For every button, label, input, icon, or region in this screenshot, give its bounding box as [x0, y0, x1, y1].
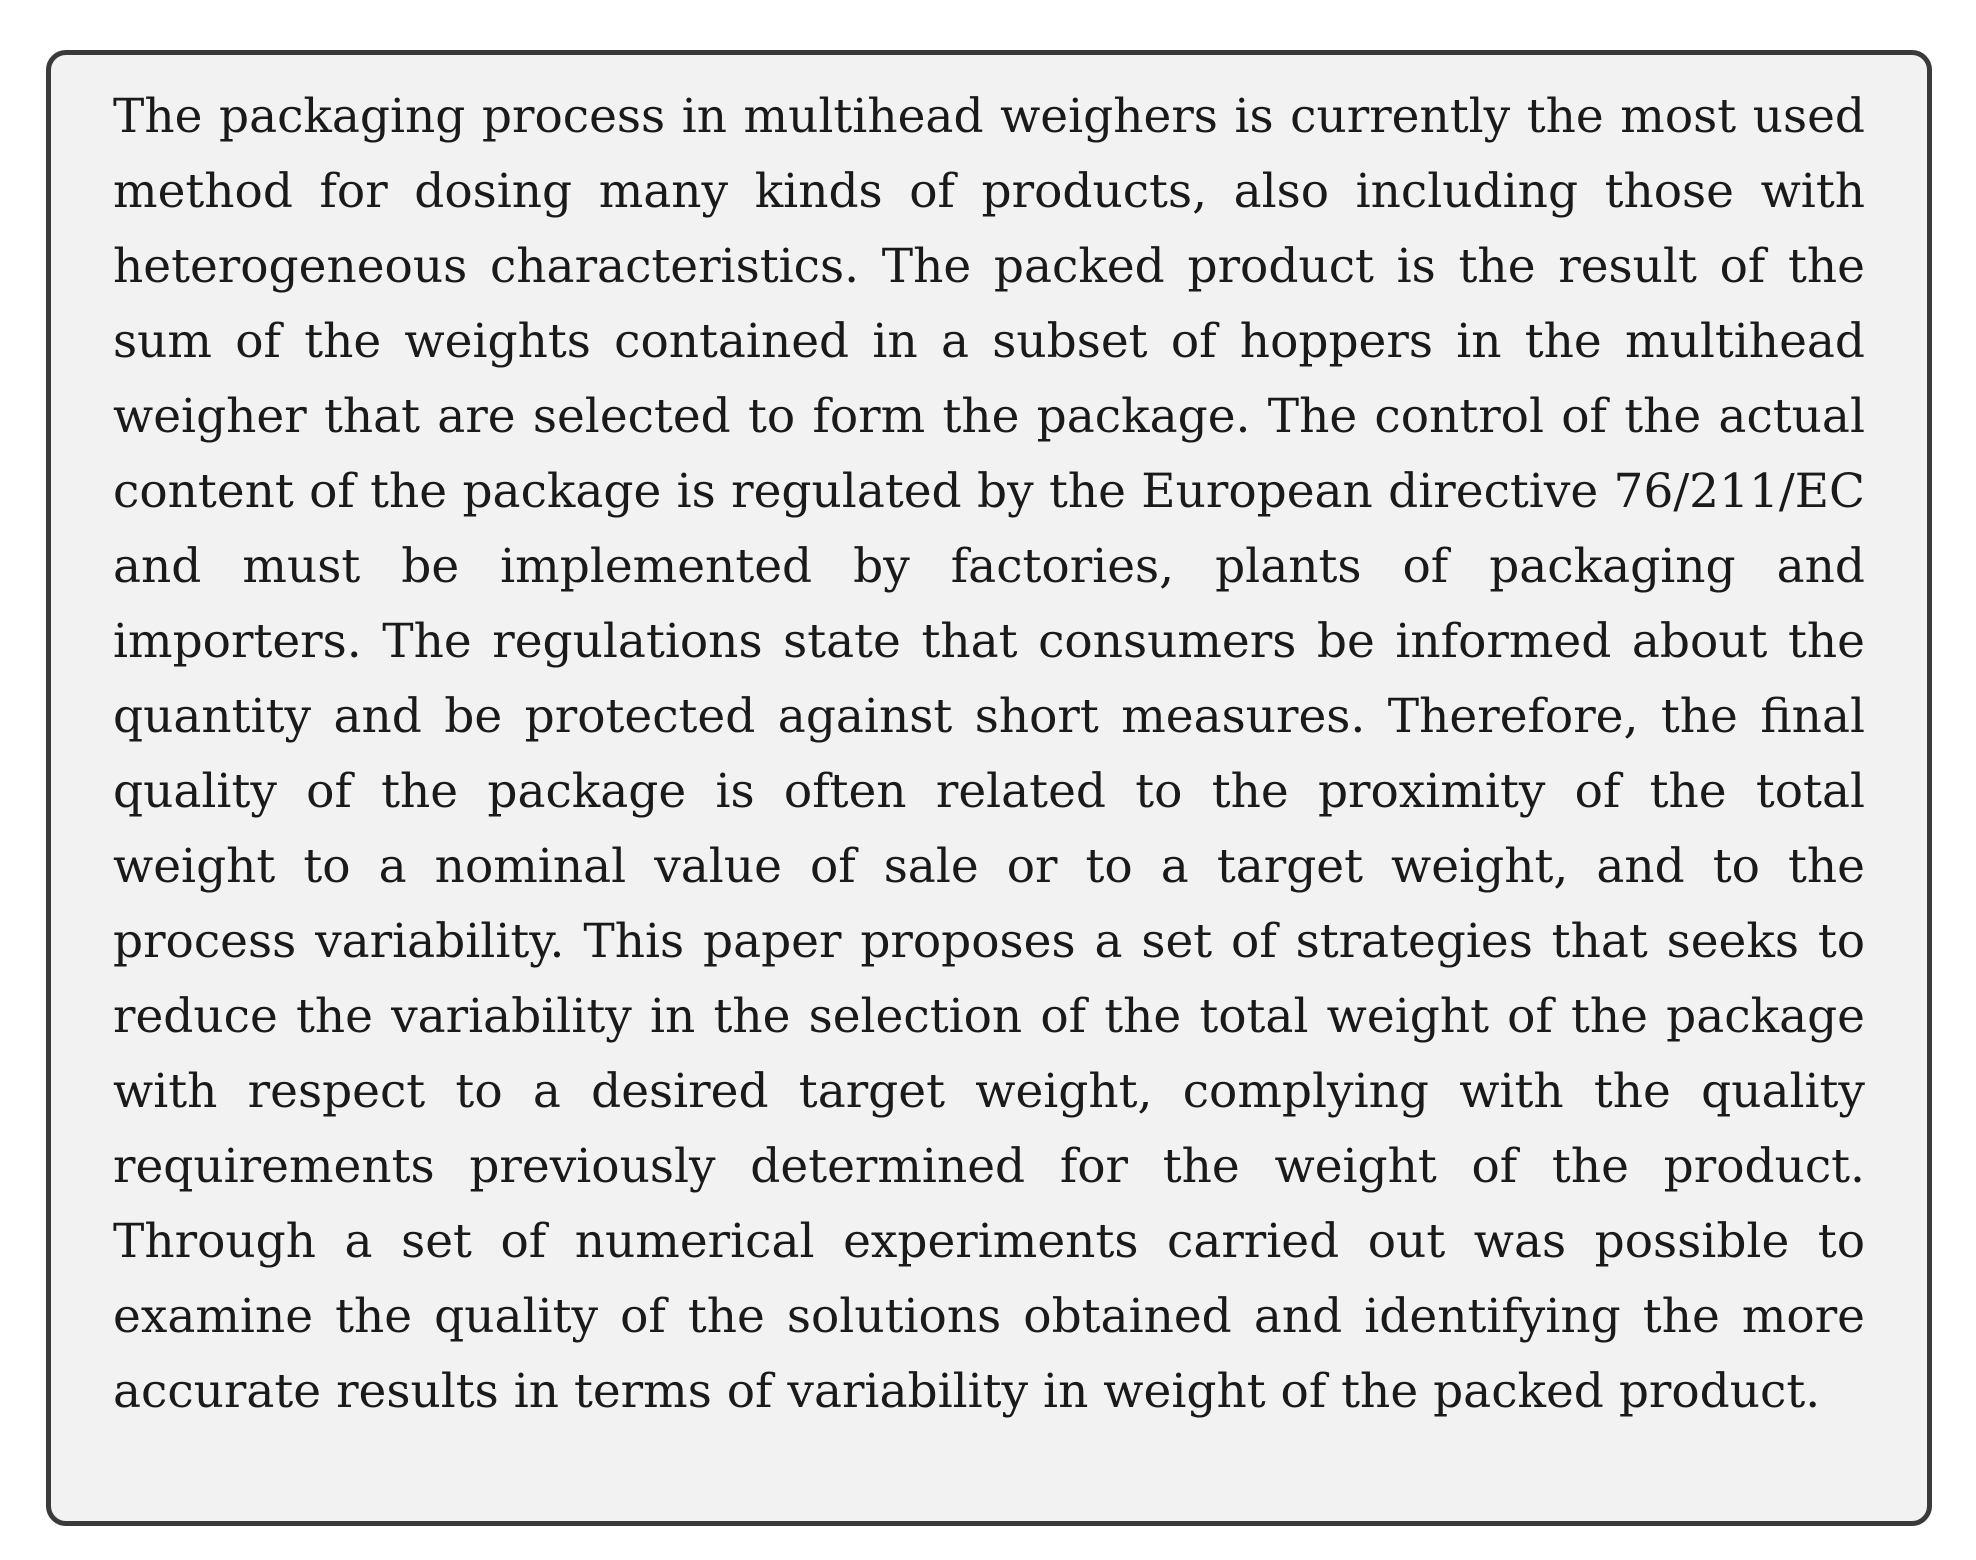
abstract-text: The packaging process in multihead weighers is currently the most used method for dosing many kinds of products, also including those with heterogeneous characteristics. The packed product is the result of the sum of the weights contained in a subset of hoppers in the multihead weigher that are selected to form the package. The control of the actual content of the package is regulated by the European directive 76/211/EC and must be implemented by factories, plants of packaging and importers. The regulations state that consumers be informed about the quantity and be protected against short measures. Therefore, the final quality of the package is often related to the proximity of the total weight to a nominal value of sale or to a target weight, and to the process variability. This paper proposes a set of strategies that seeks to reduce the variability in the selection of the total weight of the package with respect to a desired target weight, complying with the quality requirements previously determined for the weight of the product. Through a set of numerical experiments carried out was possible to examine the quality of the solutions obtained and identifying the more accurate results in terms of variability in weight of the packed product. — [113, 89, 1865, 1419]
abstract-box — [46, 50, 1932, 1526]
